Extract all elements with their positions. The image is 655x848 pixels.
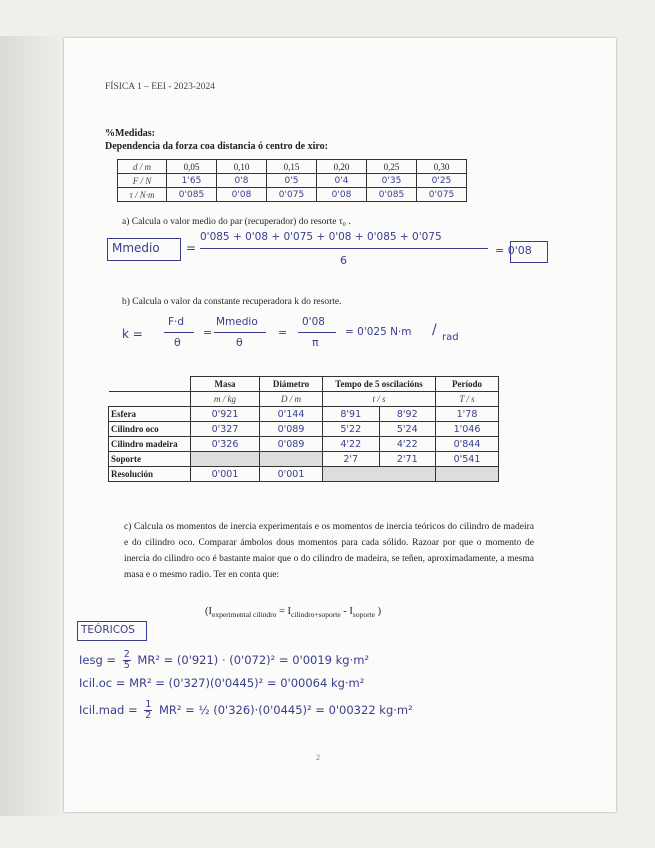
row-label: Esfera <box>109 407 191 422</box>
table-cell: 0'8 <box>217 174 267 188</box>
col-header: Período <box>436 377 499 392</box>
col-unit: t / s <box>323 392 436 407</box>
table-cell: 5'22 <box>323 422 380 437</box>
table-cell: 0,10 <box>217 160 267 174</box>
mean-result: = 0'08 <box>495 244 532 257</box>
fraction3-denominator: π <box>312 336 319 349</box>
table-cell: 0'4 <box>317 174 367 188</box>
fraction-bar <box>214 332 266 333</box>
table-cell: 0'921 <box>191 407 260 422</box>
table-cell: 0'001 <box>260 467 323 482</box>
table-cell: 0'089 <box>260 437 323 452</box>
table-cell: 1'046 <box>436 422 499 437</box>
table-cell: 1'65 <box>167 174 217 188</box>
table-cell: 0'08 <box>217 188 267 202</box>
table-cell: 2'71 <box>379 452 436 467</box>
fraction-bar <box>200 248 488 249</box>
calc-rest: MR² = (0'921) · (0'072)² = 0'0019 kg·m² <box>137 653 370 667</box>
table-cell: 0'844 <box>436 437 499 452</box>
frac-num: 2 <box>123 649 130 660</box>
table-cell: 0'08 <box>317 188 367 202</box>
question-a: a) Calcula o valor medio do par (recuperador) do resorte τ₀ . <box>122 217 351 227</box>
fraction1-denominator: θ <box>174 336 181 349</box>
sum-denominator: 6 <box>340 254 347 267</box>
formula-sub: experimental cilindro <box>212 610 277 620</box>
table-cell: 0'35 <box>367 174 417 188</box>
table-cell: 4'22 <box>323 437 380 452</box>
table-header-row <box>109 377 499 392</box>
page-edge-shadow <box>0 36 64 816</box>
table-cell: 1'78 <box>436 407 499 422</box>
row-label: Cilindro madeira <box>109 437 191 452</box>
table-cell: 0'541 <box>436 452 499 467</box>
calc-fraction <box>144 700 152 721</box>
table-cell: 4'22 <box>379 437 436 452</box>
calc-lhs: Iesg = <box>79 653 117 667</box>
formula-sub: cilindro+soporte <box>291 610 341 620</box>
table-cell: 0,25 <box>367 160 417 174</box>
row-label: Resolución <box>109 467 191 482</box>
table-cell: 0,30 <box>417 160 467 174</box>
force-distance-table <box>117 159 467 202</box>
fraction1-numerator: F·d <box>168 316 185 328</box>
table-cell: 0'5 <box>267 174 317 188</box>
table-cell: 0'075 <box>267 188 317 202</box>
table-cell: 0,15 <box>267 160 317 174</box>
calc-lhs: Icil.mad = <box>79 703 138 717</box>
formula-part: - I <box>340 606 353 617</box>
table-cell: 0'001 <box>191 467 260 482</box>
table-cell: 0'144 <box>260 407 323 422</box>
table-cell: 0'327 <box>191 422 260 437</box>
fraction-bar <box>164 332 194 333</box>
k-label: k = <box>122 327 143 341</box>
col-header: Masa <box>191 377 260 392</box>
table-cell: 8'92 <box>379 407 436 422</box>
table-cell: 0,20 <box>317 160 367 174</box>
row-label: Soporte <box>109 452 191 467</box>
table-row <box>118 160 467 174</box>
table-row <box>109 422 499 437</box>
equals-sign: = <box>203 326 213 339</box>
table-row <box>109 437 499 452</box>
row-label: τ / N·m <box>118 188 167 202</box>
row-label: F / N <box>118 174 167 188</box>
fraction-bar <box>298 332 336 333</box>
formula-part: = I <box>276 606 292 617</box>
calc-fraction <box>123 650 131 671</box>
equals-sign: = <box>186 241 197 255</box>
mmedio-label: Mmedio <box>112 241 160 255</box>
calc-line-cilindro-madeira <box>79 700 413 721</box>
question-b: b) Calcula o valor da constante recuperadora k do resorte. <box>122 297 342 307</box>
table-units-row <box>109 392 499 407</box>
shaded-cell <box>436 467 499 482</box>
row-label: d / m <box>118 160 167 174</box>
shaded-cell <box>260 452 323 467</box>
equals-sign: = <box>278 326 288 339</box>
col-unit: D / m <box>260 392 323 407</box>
col-unit: m / kg <box>191 392 260 407</box>
question-c: c) Calcula os momentos de inercia experimentais e os momentos de inercia teóricos do cilindro de madeira e do cilindro oco. Comparar ámbolos dous momentos para cada sólido. Razoar por que o momento de inercia do cilindro oco é bastante maior que o do cilindro de madeira, se teñen, aproximadamente, a mesma masa e o mesmo radio. Ter en conta que: <box>124 522 534 580</box>
table-row <box>118 188 467 202</box>
k-result: = 0'025 N·m <box>345 326 412 338</box>
document-header: FÍSICA 1 – EEI - 2023-2024 <box>105 82 216 92</box>
section-title: %Medidas: <box>105 128 155 139</box>
col-header: Diámetro <box>260 377 323 392</box>
calc-line-esfera <box>79 650 369 671</box>
calc-rest: MR² = ½ (0'326)·(0'0445)² = 0'00322 kg·m² <box>158 703 413 717</box>
fraction3-numerator: 0'08 <box>302 316 325 328</box>
table-row <box>109 467 499 482</box>
table-cell: 8'91 <box>323 407 380 422</box>
row-label: Cilindro oco <box>109 422 191 437</box>
teoricos-label: TEÓRICOS <box>81 624 135 636</box>
frac-den: 5 <box>123 660 130 671</box>
table-row <box>109 452 499 467</box>
frac-num: 1 <box>145 699 152 710</box>
table-cell: 0'326 <box>191 437 260 452</box>
unit-denominator: rad <box>442 332 459 343</box>
table-row <box>109 407 499 422</box>
formula-sub: soporte <box>352 610 376 620</box>
page-number: 2 <box>316 753 320 762</box>
fraction2-denominator: θ <box>236 336 243 349</box>
fraction2-numerator: Mmedio <box>216 316 258 328</box>
frac-den: 2 <box>145 710 152 721</box>
blank-corner <box>109 377 191 392</box>
table-row <box>118 174 467 188</box>
table-cell: 0,05 <box>167 160 217 174</box>
col-unit: T / s <box>436 392 499 407</box>
table-cell: 5'24 <box>379 422 436 437</box>
calc-rest: MR² = (0'327)(0'0445)² = 0'00064 kg·m² <box>129 676 365 690</box>
table-cell: 0'085 <box>167 188 217 202</box>
table-cell: 0'25 <box>417 174 467 188</box>
col-header: Tempo de 5 oscilacións <box>323 377 436 392</box>
table1-caption: Dependencia da forza coa distancia ó centro de xiro: <box>105 141 328 152</box>
calc-lhs: Icil.oc = <box>79 676 126 690</box>
table-cell: 0'089 <box>260 422 323 437</box>
table-cell: 0'085 <box>367 188 417 202</box>
unit-slash: / <box>432 322 437 338</box>
shaded-cell <box>323 467 436 482</box>
sum-numerator: 0'085 + 0'08 + 0'075 + 0'08 + 0'085 + 0'075 <box>200 231 442 243</box>
table-cell: 2'7 <box>323 452 380 467</box>
inertia-formula <box>205 606 381 619</box>
calc-line-cilindro-oco <box>79 676 364 690</box>
inertia-table <box>108 376 499 482</box>
formula-part: ) <box>375 606 382 617</box>
shaded-cell <box>191 452 260 467</box>
table-cell: 0'075 <box>417 188 467 202</box>
blank-corner <box>109 392 191 407</box>
formula-part: (I <box>205 606 212 617</box>
